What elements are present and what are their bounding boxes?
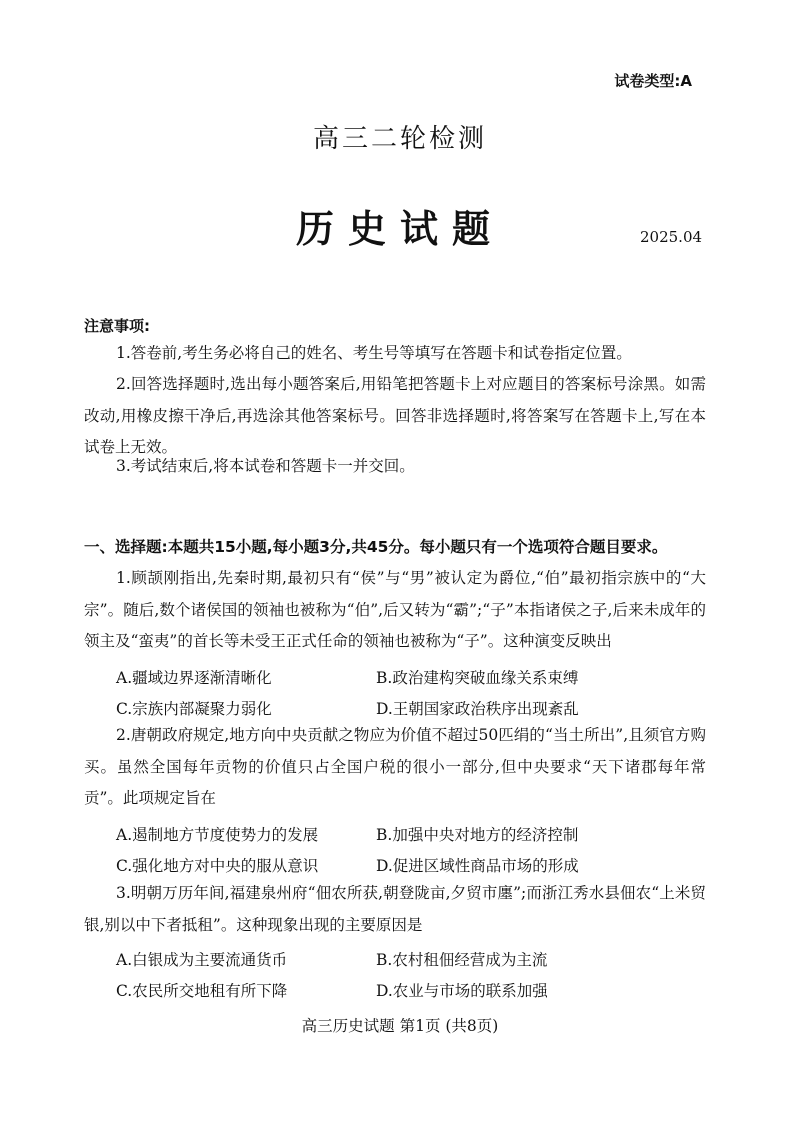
notice-heading: 注意事项:: [84, 317, 150, 335]
option-c: C.农民所交地租有所下降: [116, 982, 288, 1000]
option-a: A.疆域边界逐渐清晰化: [116, 669, 272, 687]
exam-title: 历史试题: [295, 206, 504, 251]
notice-item: 2.回答选择题时,选出每小题答案后,用铅笔把答题卡上对应题目的答案标号涂黑。如需改动,用橡皮擦干净后,再选涂其他答案标号。回答非选择题时,将答案写在答题卡上,写在本试卷上无效。: [84, 375, 706, 456]
option-b: B.加强中央对地方的经济控制: [376, 826, 579, 844]
exam-subtitle: 高三二轮检测: [312, 124, 487, 154]
option-d: D.促进区域性商品市场的形成: [376, 857, 579, 875]
option-c: C.强化地方对中央的服从意识: [116, 857, 319, 875]
question-stem: 2.唐朝政府规定,地方向中央贡献之物应为价值不超过50匹绢的“当土所出”,且须官方购买。虽然全国每年贡物的价值只占全国户税的很小一部分,但中央要求“天下诸郡每年常贡”。此项规定旨在: [84, 726, 706, 807]
option-d: D.农业与市场的联系加强: [376, 982, 548, 1000]
question-stem: 1.顾颉刚指出,先秦时期,最初只有“侯”与“男”被认定为爵位,“伯”最初指宗族中的“大宗”。随后,数个诸侯国的领袖也被称为“伯”,后又转为“霸”;“子”本指诸侯之子,后来未成年的领主及“蛮夷”的首长等未受王正式任命的领袖也被称为“子”。这种演变反映出: [84, 569, 706, 650]
exam-date: 2025.04: [640, 228, 703, 246]
option-b: B.政治建构突破血缘关系束缚: [376, 669, 579, 687]
notice-item: 3.考试结束后,将本试卷和答题卡一并交回。: [116, 457, 415, 475]
question-stem: 3.明朝万历年间,福建泉州府“佃农所获,朝登陇亩,夕贸市廛”;而浙江秀水县佃农“上米贸银,别以中下者抵租”。这种现象出现的主要原因是: [84, 884, 706, 934]
option-a: A.遏制地方节度使势力的发展: [116, 826, 319, 844]
page-footer: 高三历史试题 第1页 (共8页): [301, 1017, 499, 1035]
paper-type-label: 试卷类型:A: [614, 72, 692, 90]
option-a: A.白银成为主要流通货币: [116, 951, 288, 969]
notice-item: 1.答卷前,考生务必将自己的姓名、考生号等填写在答题卡和试卷指定位置。: [116, 344, 632, 362]
section-heading: 一、选择题:本题共15小题,每小题3分,共45分。每小题只有一个选项符合题目要求。: [84, 538, 668, 556]
option-b: B.农村租佃经营成为主流: [376, 951, 548, 969]
option-d: D.王朝国家政治秩序出现紊乱: [376, 700, 579, 718]
option-c: C.宗族内部凝聚力弱化: [116, 700, 272, 718]
